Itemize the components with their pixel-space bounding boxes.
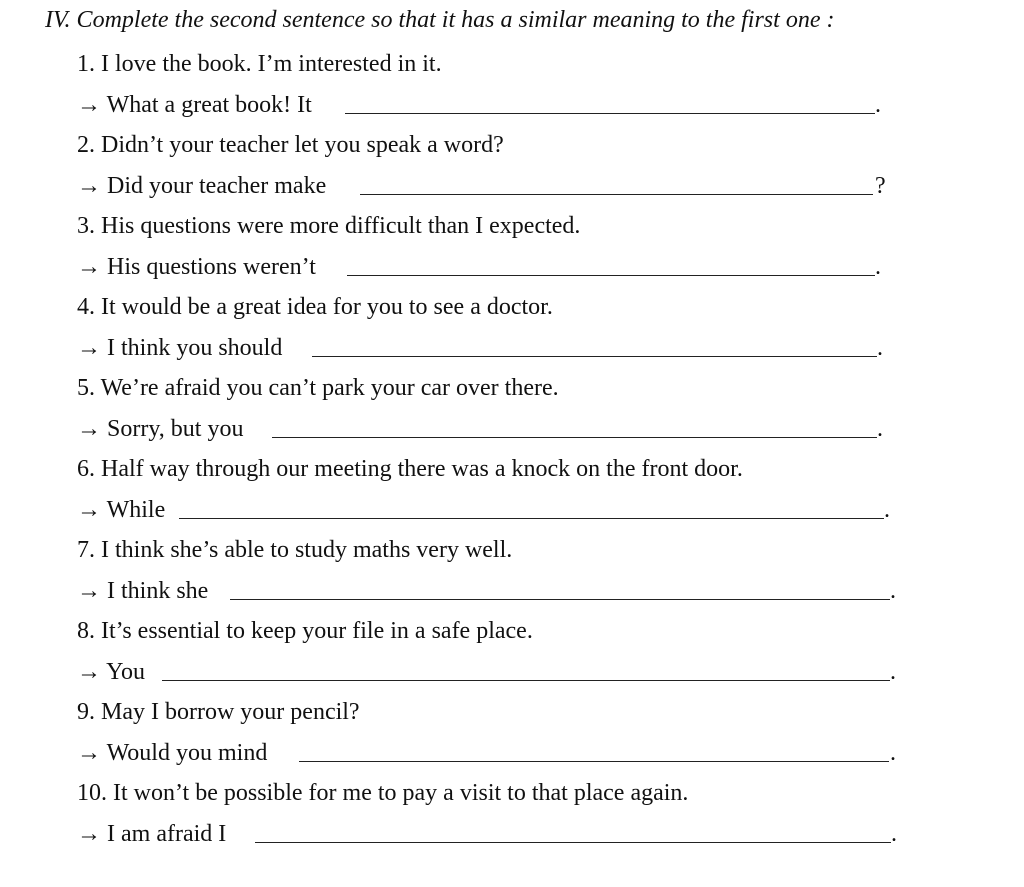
answer-end-punct: . (875, 254, 881, 280)
answer-end-punct: . (877, 335, 883, 361)
question-9: 9. May I borrow your pencil? (77, 699, 360, 725)
answer-end-punct: . (877, 416, 883, 442)
answer-blank-7[interactable] (230, 599, 890, 600)
question-4: 4. It would be a great idea for you to see a doctor. (77, 294, 553, 320)
answer-prompt: You (106, 659, 146, 685)
answer-blank-10[interactable] (255, 842, 891, 843)
question-8: 8. It’s essential to keep your file in a safe place. (77, 618, 533, 644)
arrow-icon: → (77, 578, 101, 604)
answer-blank-3[interactable] (347, 275, 875, 276)
answer-line-9 (77, 736, 896, 770)
answer-prompt: I am afraid I (107, 821, 227, 847)
question-3: 3. His questions were more difficult than I expected. (77, 213, 581, 239)
answer-prompt: Did your teacher make (107, 173, 327, 199)
question-10: 10. It won’t be possible for me to pay a visit to that place again. (77, 780, 689, 806)
answer-prompt: Would you mind (106, 740, 268, 766)
arrow-icon: → (77, 335, 101, 361)
answer-line-3 (77, 250, 881, 284)
arrow-icon: → (77, 497, 101, 523)
exercise-title: IV. Complete the second sentence so that it has a similar meaning to the first one : (45, 7, 835, 33)
answer-line-8 (77, 655, 896, 689)
answer-blank-6[interactable] (179, 518, 884, 519)
question-1: 1. I love the book. I’m interested in it. (77, 51, 442, 77)
answer-line-6 (77, 493, 890, 527)
arrow-icon: → (77, 254, 101, 280)
arrow-icon: → (77, 740, 101, 766)
answer-line-5 (77, 412, 883, 446)
arrow-icon: → (77, 92, 101, 118)
arrow-icon: → (77, 821, 101, 847)
answer-line-4 (77, 331, 883, 365)
answer-line-7 (77, 574, 896, 608)
answer-prompt: I think she (107, 578, 209, 604)
question-6: 6. Half way through our meeting there was a knock on the front door. (77, 456, 743, 482)
answer-blank-1[interactable] (345, 113, 875, 114)
arrow-icon: → (77, 416, 101, 442)
question-5: 5. We’re afraid you can’t park your car over there. (77, 375, 559, 401)
answer-end-punct: . (890, 740, 896, 766)
answer-end-punct: . (875, 92, 881, 118)
answer-end-punct: . (890, 659, 896, 685)
answer-end-punct: ? (875, 173, 886, 199)
answer-blank-8[interactable] (162, 680, 890, 681)
answer-prompt: What a great book! It (106, 92, 312, 118)
answer-blank-5[interactable] (272, 437, 877, 438)
answer-prompt: Sorry, but you (107, 416, 244, 442)
answer-end-punct: . (884, 497, 890, 523)
answer-prompt: While (106, 497, 166, 523)
answer-prompt: I think you should (107, 335, 283, 361)
answer-end-punct: . (891, 821, 897, 847)
answer-blank-9[interactable] (299, 761, 889, 762)
arrow-icon: → (77, 173, 101, 199)
arrow-icon: → (77, 659, 101, 685)
answer-prompt: His questions weren’t (107, 254, 316, 280)
answer-end-punct: . (890, 578, 896, 604)
answer-blank-4[interactable] (312, 356, 877, 357)
answer-line-10 (77, 817, 897, 851)
question-2: 2. Didn’t your teacher let you speak a word? (77, 132, 504, 158)
question-7: 7. I think she’s able to study maths very well. (77, 537, 513, 563)
answer-line-1 (77, 88, 881, 122)
answer-blank-2[interactable] (360, 194, 873, 195)
answer-line-2 (77, 169, 886, 203)
